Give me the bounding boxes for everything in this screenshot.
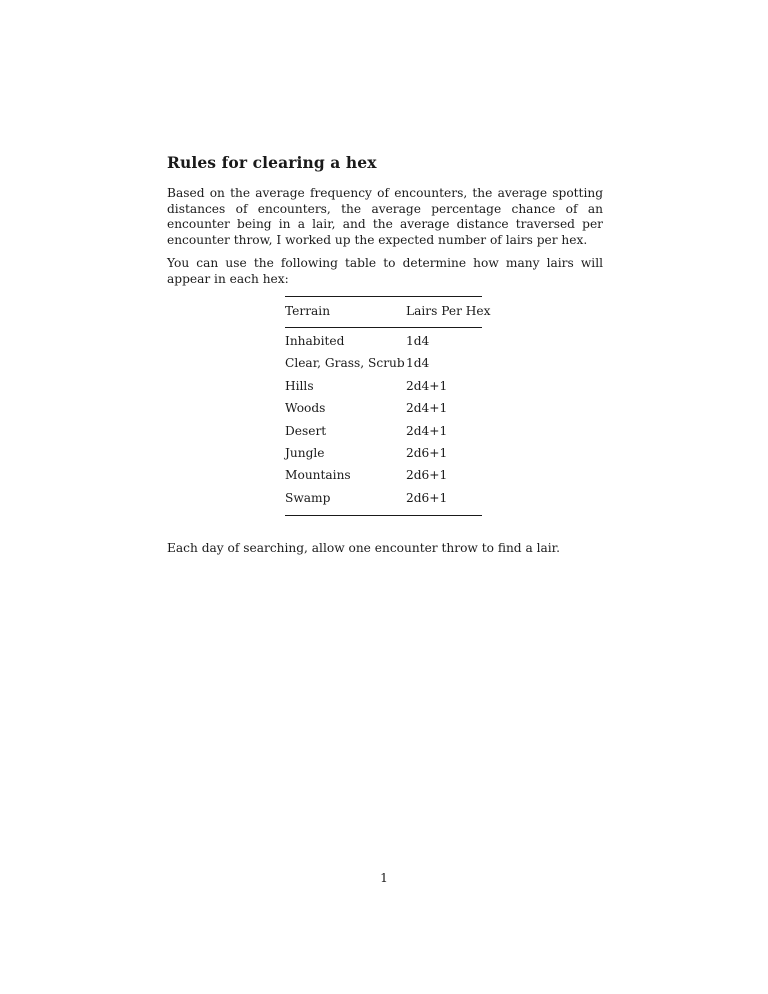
table-row <box>285 356 482 378</box>
table-top-rule <box>285 296 482 297</box>
terrain-cell: Woods <box>285 401 326 416</box>
table-bottom-rule <box>285 515 482 516</box>
terrain-cell: Clear, Grass, Scrub <box>285 356 405 371</box>
terrain-cell: Jungle <box>285 445 325 460</box>
section-heading: Rules for clearing a hex <box>167 153 377 172</box>
lairs-cell: 2d6+1 <box>406 445 448 460</box>
lairs-cell: 1d4 <box>406 334 430 348</box>
terrain-cell: Hills <box>285 378 314 393</box>
table-row <box>285 379 482 401</box>
lairs-cell: 2d4+1 <box>406 401 448 416</box>
terrain-cell: Mountains <box>285 468 351 483</box>
lairs-cell: 1d4 <box>406 356 430 371</box>
lairs-cell: 2d4+1 <box>406 378 448 393</box>
table-row <box>285 491 482 513</box>
terrain-cell: Desert <box>285 423 327 438</box>
lairs-cell: 2d6+1 <box>406 490 448 505</box>
table-row <box>285 401 482 423</box>
lairs-cell: 2d6+1 <box>406 468 448 483</box>
table-row <box>285 446 482 468</box>
closing-paragraph: Each day of searching, allow one encounter throw to find a lair. <box>167 541 561 555</box>
table-intro-paragraph: You can use the following table to determine how many lairs will appear in each hex: <box>167 256 603 286</box>
table-header-rule <box>285 327 482 328</box>
table-body <box>285 334 482 513</box>
lairs-cell: 2d4+1 <box>406 423 448 438</box>
terrain-cell: Inhabited <box>285 334 345 348</box>
table-row <box>285 334 482 356</box>
header-lairs-per-hex: Lairs Per Hex <box>406 304 491 318</box>
terrain-cell: Swamp <box>285 490 331 505</box>
table-header-row <box>285 304 491 320</box>
header-terrain: Terrain <box>285 304 331 318</box>
page-number: 1 <box>380 871 388 885</box>
table-row <box>285 424 482 446</box>
intro-paragraph: Based on the average frequency of encounters, the average spotting distances of encounters, the average percentage chance of an encounter being in a lair, and the average distance traversed per encounter throw, I worked up the expected number of lairs per hex. <box>167 186 603 247</box>
table-row <box>285 468 482 490</box>
